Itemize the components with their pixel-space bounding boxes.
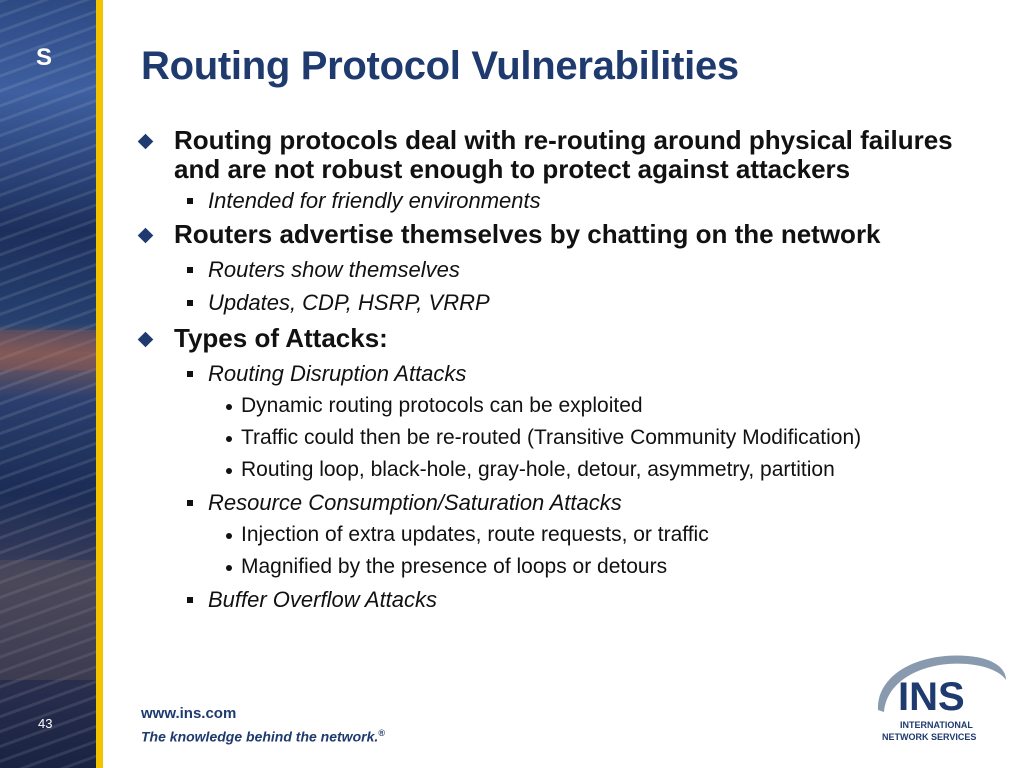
page-number: 43 [38,716,53,731]
round-bullet-icon [226,468,232,474]
bullet-text: Buffer Overflow Attacks [208,587,438,612]
square-bullet-icon [187,198,193,204]
bullet-level-2 [134,184,1004,217]
bullet-text: Routers show themselves [208,257,460,282]
square-bullet-icon [187,500,193,506]
photo-segment [0,330,96,370]
bullet-text: Injection of extra updates, route requests, or traffic [241,523,709,546]
diamond-bullet-icon [138,134,154,150]
bullet-level-2 [134,286,1004,319]
round-bullet-icon [226,533,232,539]
ins-logo [858,650,1008,750]
square-bullet-icon [187,300,193,306]
square-bullet-icon [187,267,193,273]
diamond-bullet-icon [138,332,154,348]
bullet-text: Routing protocols deal with re-routing around physical failures and are not robust enough to protect against attackers [174,125,953,184]
bullet-list [134,118,1004,616]
bullet-level-1 [134,126,1004,184]
round-bullet-icon [226,404,232,410]
bullet-level-2 [134,583,1004,616]
bullet-level-3 [134,422,1004,454]
footer-url-link[interactable]: www.ins.com [141,705,237,722]
round-bullet-icon [226,436,232,442]
slide-title: Routing Protocol Vulnerabilities [141,44,739,88]
bullet-level-1 [134,324,1004,353]
bullet-text: Routing Disruption Attacks [208,361,467,386]
round-bullet-icon [226,565,232,571]
footer-tagline [141,728,385,745]
bullet-level-3 [134,454,1004,486]
bullet-text: Updates, CDP, HSRP, VRRP [208,290,490,315]
bullet-text: Traffic could then be re-routed (Transitive Community Modification) [241,426,862,449]
gold-divider-bar [96,0,103,768]
diamond-bullet-icon [138,228,154,244]
logo-line-2: NETWORK SERVICES [882,732,977,742]
bullet-level-3 [134,519,1004,551]
square-bullet-icon [187,597,193,603]
bullet-level-2 [134,486,1004,519]
bullet-text: Routing loop, black-hole, gray-hole, detour, asymmetry, partition [241,458,835,481]
bullet-text: Intended for friendly environments [208,188,541,213]
logo-wordmark: INS [898,675,965,719]
bullet-text: Dynamic routing protocols can be exploited [241,394,643,417]
bullet-level-2 [134,253,1004,286]
bullet-level-1 [134,220,1004,249]
side-letter: S [36,44,53,71]
bullet-text: Resource Consumption/Saturation Attacks [208,490,622,515]
bullet-text: Magnified by the presence of loops or detours [241,555,668,578]
square-bullet-icon [187,371,193,377]
bullet-level-2 [134,357,1004,390]
bullet-level-3 [134,390,1004,422]
bullet-text: Routers advertise themselves by chatting on the network [174,219,881,249]
logo-line-1: INTERNATIONAL [900,720,973,730]
registered-mark: ® [378,728,385,738]
bullet-text: Types of Attacks: [174,323,388,353]
tagline-text: The knowledge behind the network. [141,728,379,745]
bullet-level-3 [134,551,1004,583]
photo-segment [0,560,96,680]
side-photo-strip [0,0,96,768]
